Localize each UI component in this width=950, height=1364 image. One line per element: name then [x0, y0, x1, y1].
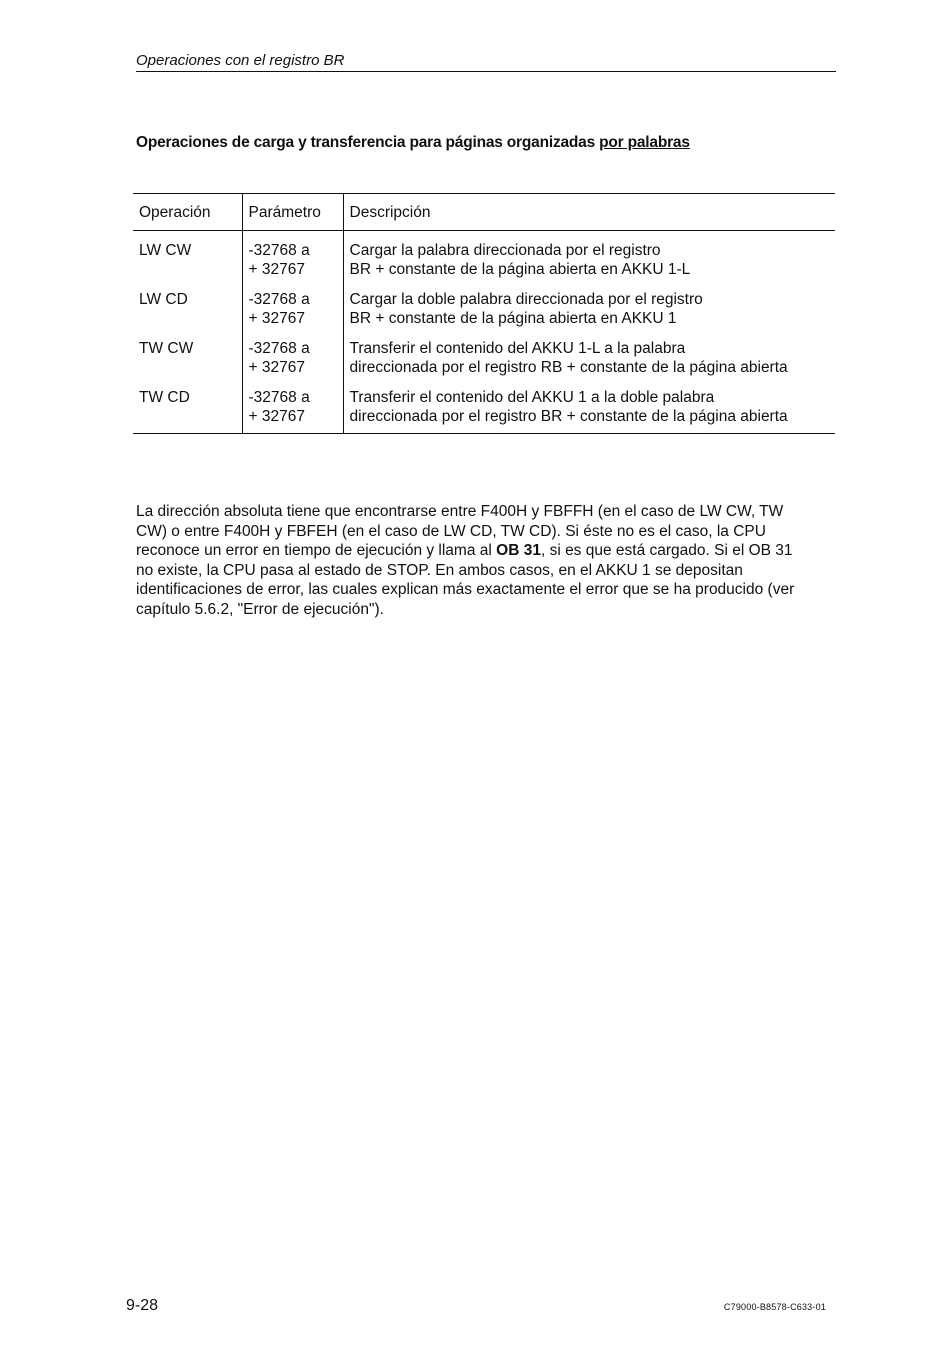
column-header-parameter: Parámetro — [242, 194, 343, 231]
paragraph-line: identificaciones de error, las cuales explican más exactamente el error que se ha producido (ver — [136, 581, 795, 598]
description-line: direccionada por el registro BR + constante de la página abierta — [349, 408, 788, 425]
ob31-reference: OB 31 — [496, 542, 541, 559]
section-title-underlined: por palabras — [599, 134, 690, 151]
running-header-title: Operaciones con el registro BR — [136, 52, 345, 69]
section-title — [136, 134, 690, 152]
cell-operation: LW CW — [139, 241, 192, 259]
description-line: Transferir el contenido del AKKU 1 a la doble palabra — [349, 388, 715, 406]
description-line: Transferir el contenido del AKKU 1-L a la palabra — [349, 339, 686, 357]
cell-parameter — [242, 230, 343, 280]
paragraph-line — [136, 541, 836, 561]
cell-operation: TW CD — [133, 378, 242, 434]
parameter-line: -32768 a — [248, 241, 310, 259]
parameter-line: -32768 a — [248, 290, 310, 308]
table-row — [133, 230, 835, 280]
paragraph-text: reconoce un error en tiempo de ejecución y llama al — [136, 542, 497, 559]
parameter-line: + 32767 — [248, 359, 305, 376]
document-code: C79000-B8578-C633-01 — [723, 1302, 826, 1312]
cell-parameter — [242, 329, 343, 378]
description-line: direccionada por el registro RB + constante de la página abierta — [349, 359, 788, 376]
description-line: BR + constante de la página abierta en AKKU 1-L — [349, 261, 691, 278]
cell-parameter — [242, 378, 343, 434]
column-header-description: Descripción — [343, 194, 835, 231]
parameter-line: -32768 a — [248, 339, 310, 357]
paragraph-line: La dirección absoluta tiene que encontrarse entre F400H y FBFFH (en el caso de LW CW, TW — [136, 503, 784, 520]
paragraph-line: no existe, la CPU pasa al estado de STOP. En ambos casos, en el AKKU 1 se depositan — [136, 561, 743, 579]
table-header-row — [133, 194, 835, 231]
paragraph-line: CW) o entre F400H y FBFEH (en el caso de LW CD, TW CD). Si éste no es el caso, la CPU — [136, 522, 766, 540]
paragraph-text: , si es que está cargado. Si el OB 31 — [540, 542, 793, 559]
cell-parameter — [242, 280, 343, 329]
cell-description — [343, 280, 835, 329]
table-row — [133, 329, 835, 378]
table-row — [133, 378, 835, 434]
operations-table — [133, 193, 835, 434]
cell-description — [343, 378, 835, 434]
description-line: Cargar la palabra direccionada por el registro — [349, 241, 661, 259]
paragraph-line: capítulo 5.6.2, "Error de ejecución"). — [136, 600, 384, 618]
cell-description — [343, 329, 835, 378]
cell-operation: TW CW — [139, 339, 194, 357]
cell-description — [343, 230, 835, 280]
parameter-line: + 32767 — [248, 310, 305, 327]
table-row — [133, 280, 835, 329]
description-line: BR + constante de la página abierta en AKKU 1 — [349, 310, 677, 327]
parameter-line: + 32767 — [248, 408, 305, 425]
section-title-text: Operaciones de carga y transferencia para páginas organizadas — [136, 134, 600, 151]
column-header-operation: Operación — [133, 194, 242, 231]
body-paragraph — [136, 502, 836, 619]
page-number: 9-28 — [126, 1297, 159, 1314]
cell-operation: LW CD — [139, 290, 188, 308]
parameter-line: + 32767 — [248, 261, 305, 278]
running-header — [136, 52, 836, 72]
parameter-line: -32768 a — [248, 388, 310, 406]
description-line: Cargar la doble palabra direccionada por el registro — [349, 290, 703, 308]
